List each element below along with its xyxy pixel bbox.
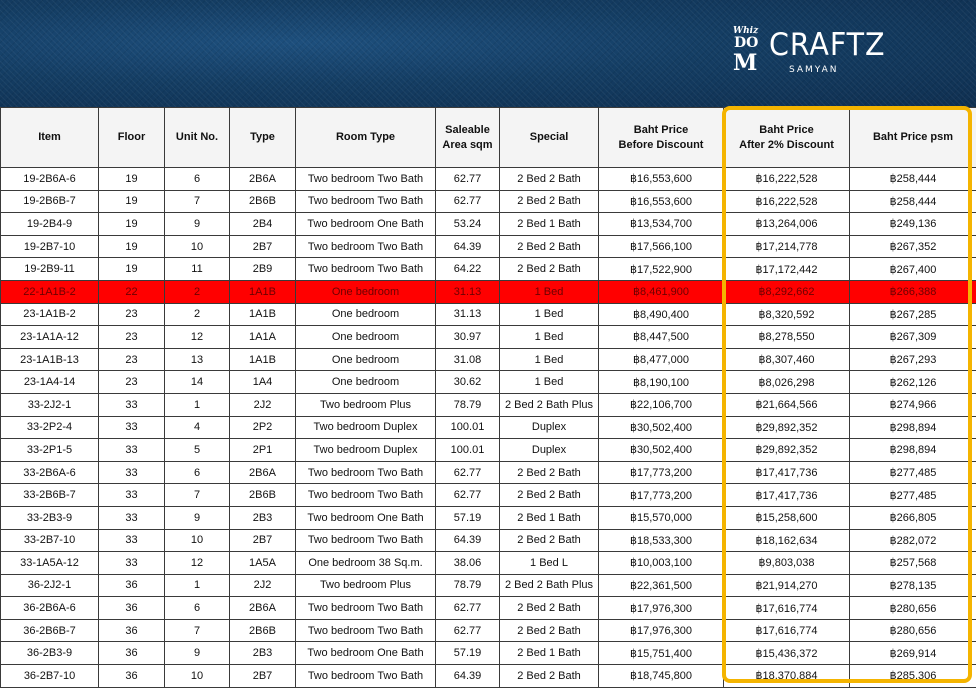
table-cell: ฿269,914 [850, 642, 976, 665]
table-cell: 36 [99, 665, 165, 688]
table-cell: ฿10,003,100 [599, 552, 724, 575]
table-cell: 31.13 [436, 280, 500, 303]
table-cell: 19 [99, 213, 165, 236]
table-cell: One bedroom [296, 371, 436, 394]
table-cell: ฿285,306 [850, 665, 976, 688]
table-cell: 62.77 [436, 597, 500, 620]
table-row [1, 552, 976, 575]
logo-dom-text: DO [734, 36, 758, 50]
column-header: Baht Price psm [850, 108, 976, 168]
table-cell: ฿8,461,900 [599, 280, 724, 303]
table-cell: ฿15,751,400 [599, 642, 724, 665]
table-cell: 12 [165, 326, 230, 349]
table-cell: 23-1A1B-2 [1, 303, 99, 326]
logo-m-text: M [733, 52, 757, 74]
table-cell: 11 [165, 258, 230, 281]
table-cell: Duplex [500, 439, 599, 462]
table-cell: 2 Bed 2 Bath [500, 665, 599, 688]
table-row [1, 371, 976, 394]
table-cell: 2 Bed 2 Bath [500, 190, 599, 213]
table-cell: ฿267,352 [850, 235, 976, 258]
table-cell: ฿17,566,100 [599, 235, 724, 258]
table-cell: 22-1A1B-2 [1, 280, 99, 303]
table-cell: ฿258,444 [850, 168, 976, 191]
table-cell: 23 [99, 326, 165, 349]
table-row [1, 416, 976, 439]
table-cell: 1 Bed [500, 303, 599, 326]
table-cell: 33 [99, 416, 165, 439]
table-cell: ฿258,444 [850, 190, 976, 213]
table-cell: 2J2 [230, 393, 296, 416]
table-cell: ฿278,135 [850, 574, 976, 597]
table-cell: 2 Bed 1 Bath [500, 213, 599, 236]
table-cell: 2 Bed 2 Bath [500, 529, 599, 552]
column-header: Baht Price Before Discount [599, 108, 724, 168]
table-cell: 33-2J2-1 [1, 393, 99, 416]
table-cell: 1A5A [230, 552, 296, 575]
table-cell: Two bedroom Two Bath [296, 235, 436, 258]
table-cell: ฿15,258,600 [724, 506, 850, 529]
table-cell: 19 [99, 190, 165, 213]
header-banner [0, 0, 976, 107]
table-cell: 33 [99, 439, 165, 462]
table-cell: 23-1A1A-12 [1, 326, 99, 349]
table-cell: 19 [99, 235, 165, 258]
table-cell: 23-1A4-14 [1, 371, 99, 394]
table-row [1, 665, 976, 688]
table-cell: Two bedroom One Bath [296, 506, 436, 529]
table-row [1, 303, 976, 326]
table-cell: 100.01 [436, 416, 500, 439]
table-cell: ฿17,773,200 [599, 484, 724, 507]
table-cell: 12 [165, 552, 230, 575]
table-cell: ฿18,370,884 [724, 665, 850, 688]
table-cell: Two bedroom Two Bath [296, 461, 436, 484]
table-cell: Two bedroom Two Bath [296, 665, 436, 688]
table-cell: 1 Bed [500, 326, 599, 349]
table-cell: ฿17,976,300 [599, 619, 724, 642]
table-cell: 2 Bed 2 Bath [500, 461, 599, 484]
table-cell: 2B6B [230, 190, 296, 213]
table-cell: ฿18,162,634 [724, 529, 850, 552]
table-cell: 64.39 [436, 235, 500, 258]
table-cell: 1A1B [230, 303, 296, 326]
table-cell: ฿249,136 [850, 213, 976, 236]
table-cell: Duplex [500, 416, 599, 439]
table-cell: 14 [165, 371, 230, 394]
table-cell: One bedroom [296, 326, 436, 349]
table-cell: ฿280,656 [850, 619, 976, 642]
table-cell: One bedroom 38 Sq.m. [296, 552, 436, 575]
table-cell: 36 [99, 642, 165, 665]
table-cell: 5 [165, 439, 230, 462]
table-cell: ฿18,745,800 [599, 665, 724, 688]
table-cell: ฿16,222,528 [724, 190, 850, 213]
table-cell: 1 Bed [500, 371, 599, 394]
table-cell: ฿29,892,352 [724, 439, 850, 462]
table-cell: 2J2 [230, 574, 296, 597]
table-header [1, 108, 976, 168]
table-cell: 6 [165, 461, 230, 484]
table-row [1, 213, 976, 236]
column-header: Special [500, 108, 599, 168]
table-cell: ฿17,172,442 [724, 258, 850, 281]
table-cell: 2B6A [230, 168, 296, 191]
table-cell: 1 [165, 574, 230, 597]
table-cell: ฿17,417,736 [724, 461, 850, 484]
table-cell: Two bedroom Plus [296, 393, 436, 416]
table-cell: 53.24 [436, 213, 500, 236]
table-row [1, 574, 976, 597]
table-cell: One bedroom [296, 280, 436, 303]
table-cell: 36 [99, 597, 165, 620]
table-row [1, 484, 976, 507]
table-cell: 62.77 [436, 190, 500, 213]
table-cell: ฿298,894 [850, 439, 976, 462]
table-cell: ฿267,293 [850, 348, 976, 371]
table-cell: Two bedroom Two Bath [296, 168, 436, 191]
table-cell: 36-2B7-10 [1, 665, 99, 688]
table-cell: 2 Bed 2 Bath Plus [500, 393, 599, 416]
table-cell: 1 [165, 393, 230, 416]
table-cell: 19 [99, 258, 165, 281]
table-cell: 62.77 [436, 461, 500, 484]
table-cell: ฿30,502,400 [599, 416, 724, 439]
table-cell: 64.39 [436, 665, 500, 688]
table-cell: 13 [165, 348, 230, 371]
table-cell: 2P1 [230, 439, 296, 462]
table-cell: 2B6A [230, 461, 296, 484]
table-cell: Two bedroom Two Bath [296, 258, 436, 281]
table-cell: Two bedroom Two Bath [296, 619, 436, 642]
table-cell: 2B9 [230, 258, 296, 281]
table-cell: 33-2B7-10 [1, 529, 99, 552]
table-cell: ฿298,894 [850, 416, 976, 439]
table-cell: 2B7 [230, 665, 296, 688]
table-cell: 2P2 [230, 416, 296, 439]
price-table [0, 107, 976, 688]
table-cell: ฿22,106,700 [599, 393, 724, 416]
table-row [1, 168, 976, 191]
table-cell: 57.19 [436, 506, 500, 529]
table-cell: ฿277,485 [850, 461, 976, 484]
table-cell: ฿267,400 [850, 258, 976, 281]
table-cell: ฿21,664,566 [724, 393, 850, 416]
table-cell: 1 Bed [500, 348, 599, 371]
table-row [1, 280, 976, 303]
table-cell: 33-2B3-9 [1, 506, 99, 529]
table-cell: 9 [165, 213, 230, 236]
table-cell: ฿17,522,900 [599, 258, 724, 281]
table-cell: ฿21,914,270 [724, 574, 850, 597]
logo-whiz-text: Whiz [733, 26, 758, 36]
table-cell: ฿8,447,500 [599, 326, 724, 349]
table-cell: 62.77 [436, 484, 500, 507]
table-cell: 1 Bed [500, 280, 599, 303]
table-cell: 33 [99, 484, 165, 507]
table-cell: 31.08 [436, 348, 500, 371]
table-cell: ฿15,570,000 [599, 506, 724, 529]
table-cell: 6 [165, 597, 230, 620]
column-header: Floor [99, 108, 165, 168]
table-cell: 22 [99, 280, 165, 303]
table-cell: 1A1A [230, 326, 296, 349]
table-cell: 33 [99, 552, 165, 575]
table-cell: 19-2B7-10 [1, 235, 99, 258]
table-cell: 62.77 [436, 619, 500, 642]
table-cell: 9 [165, 506, 230, 529]
table-cell: 2 Bed 2 Bath [500, 235, 599, 258]
table-cell: ฿267,285 [850, 303, 976, 326]
table-cell: 2B6A [230, 597, 296, 620]
table-row [1, 619, 976, 642]
table-cell: Two bedroom Duplex [296, 416, 436, 439]
table-cell: ฿8,190,100 [599, 371, 724, 394]
table-cell: 1A1B [230, 348, 296, 371]
column-header: Item [1, 108, 99, 168]
table-cell: 10 [165, 665, 230, 688]
logo-craftz-text: CRAFTZ [769, 28, 885, 62]
table-cell: 2B7 [230, 529, 296, 552]
table-cell: 78.79 [436, 574, 500, 597]
table-cell: 4 [165, 416, 230, 439]
table-row [1, 393, 976, 416]
table-cell: ฿266,805 [850, 506, 976, 529]
table-cell: ฿29,892,352 [724, 416, 850, 439]
table-cell: 100.01 [436, 439, 500, 462]
table-cell: ฿280,656 [850, 597, 976, 620]
table-cell: 2 Bed 1 Bath [500, 642, 599, 665]
table-cell: ฿18,533,300 [599, 529, 724, 552]
table-cell: ฿16,222,528 [724, 168, 850, 191]
table-cell: ฿16,553,600 [599, 190, 724, 213]
table-cell: Two bedroom Two Bath [296, 529, 436, 552]
table-row [1, 258, 976, 281]
table-cell: 62.77 [436, 168, 500, 191]
table-cell: 19-2B6B-7 [1, 190, 99, 213]
column-header: Baht Price After 2% Discount [724, 108, 850, 168]
table-cell: 23 [99, 348, 165, 371]
column-header: Type [230, 108, 296, 168]
table-cell: ฿15,436,372 [724, 642, 850, 665]
table-cell: 30.97 [436, 326, 500, 349]
table-cell: ฿17,773,200 [599, 461, 724, 484]
table-cell: 33 [99, 506, 165, 529]
table-cell: 9 [165, 642, 230, 665]
table-cell: ฿274,966 [850, 393, 976, 416]
table-row [1, 190, 976, 213]
column-header: Unit No. [165, 108, 230, 168]
table-cell: One bedroom [296, 303, 436, 326]
table-cell: One bedroom [296, 348, 436, 371]
table-row [1, 642, 976, 665]
table-cell: 64.39 [436, 529, 500, 552]
whizdom-logo-mark [731, 24, 763, 80]
table-cell: 10 [165, 235, 230, 258]
table-cell: Two bedroom Two Bath [296, 484, 436, 507]
table-cell: 2 [165, 280, 230, 303]
table-body [1, 168, 976, 688]
table-cell: 38.06 [436, 552, 500, 575]
column-header: Room Type [296, 108, 436, 168]
table-cell: Two bedroom Plus [296, 574, 436, 597]
table-cell: 36-2B6A-6 [1, 597, 99, 620]
table-cell: 36-2B6B-7 [1, 619, 99, 642]
table-cell: ฿17,214,778 [724, 235, 850, 258]
table-cell: 2 Bed 2 Bath [500, 484, 599, 507]
table-cell: ฿17,616,774 [724, 619, 850, 642]
table-cell: 33-2P2-4 [1, 416, 99, 439]
table-cell: 19-2B4-9 [1, 213, 99, 236]
table-cell: 19-2B9-11 [1, 258, 99, 281]
table-cell: 31.13 [436, 303, 500, 326]
table-cell: Two bedroom One Bath [296, 642, 436, 665]
table-cell: ฿277,485 [850, 484, 976, 507]
table-cell: 2 Bed 2 Bath [500, 168, 599, 191]
column-header: Saleable Area sqm [436, 108, 500, 168]
table-cell: 2B3 [230, 506, 296, 529]
table-cell: Two bedroom Two Bath [296, 597, 436, 620]
table-cell: 2B7 [230, 235, 296, 258]
table-cell: 64.22 [436, 258, 500, 281]
table-cell: ฿8,320,592 [724, 303, 850, 326]
table-row [1, 326, 976, 349]
table-row [1, 529, 976, 552]
table-cell: ฿8,307,460 [724, 348, 850, 371]
table-cell: 23-1A1B-13 [1, 348, 99, 371]
table-cell: 2 Bed 1 Bath [500, 506, 599, 529]
table-cell: 33-2B6B-7 [1, 484, 99, 507]
table-cell: 33 [99, 461, 165, 484]
table-cell: ฿13,534,700 [599, 213, 724, 236]
table-cell: ฿8,477,000 [599, 348, 724, 371]
table-cell: 19-2B6A-6 [1, 168, 99, 191]
table-cell: 2 Bed 2 Bath [500, 619, 599, 642]
table-cell: ฿17,417,736 [724, 484, 850, 507]
table-cell: 33-1A5A-12 [1, 552, 99, 575]
table-cell: ฿262,126 [850, 371, 976, 394]
table-cell: 33-2B6A-6 [1, 461, 99, 484]
table-cell: 33 [99, 393, 165, 416]
table-cell: 23 [99, 303, 165, 326]
table-cell: 2B3 [230, 642, 296, 665]
table-cell: ฿9,803,038 [724, 552, 850, 575]
table-cell: 36-2B3-9 [1, 642, 99, 665]
table-cell: ฿17,616,774 [724, 597, 850, 620]
table-cell: 2 [165, 303, 230, 326]
table-cell: ฿13,264,006 [724, 213, 850, 236]
table-cell: ฿257,568 [850, 552, 976, 575]
table-cell: 7 [165, 619, 230, 642]
table-cell: 36-2J2-1 [1, 574, 99, 597]
table-row [1, 439, 976, 462]
table-cell: 2B4 [230, 213, 296, 236]
table-cell: 19 [99, 168, 165, 191]
table-cell: ฿282,072 [850, 529, 976, 552]
table-cell: ฿17,976,300 [599, 597, 724, 620]
table-cell: 7 [165, 484, 230, 507]
table-cell: 2 Bed 2 Bath [500, 258, 599, 281]
table-cell: Two bedroom Two Bath [296, 190, 436, 213]
table-cell: 36 [99, 574, 165, 597]
table-cell: 2B6B [230, 484, 296, 507]
table-row [1, 597, 976, 620]
table-cell: 1A4 [230, 371, 296, 394]
table-cell: 2 Bed 2 Bath Plus [500, 574, 599, 597]
table-cell: 2B6B [230, 619, 296, 642]
table-cell: 6 [165, 168, 230, 191]
table-cell: ฿8,490,400 [599, 303, 724, 326]
table-cell: 33 [99, 529, 165, 552]
table-cell: Two bedroom One Bath [296, 213, 436, 236]
table-cell: ฿267,309 [850, 326, 976, 349]
table-cell: 2 Bed 2 Bath [500, 597, 599, 620]
table-cell: 36 [99, 619, 165, 642]
table-cell: 23 [99, 371, 165, 394]
table-cell: 7 [165, 190, 230, 213]
table-cell: ฿8,278,550 [724, 326, 850, 349]
table-cell: 30.62 [436, 371, 500, 394]
table-cell: ฿8,026,298 [724, 371, 850, 394]
table-row [1, 235, 976, 258]
table-cell: 78.79 [436, 393, 500, 416]
table-cell: 10 [165, 529, 230, 552]
brand-logo [731, 24, 866, 84]
table-cell: ฿266,388 [850, 280, 976, 303]
table-cell: Two bedroom Duplex [296, 439, 436, 462]
table-cell: 57.19 [436, 642, 500, 665]
table-row [1, 461, 976, 484]
table-cell: ฿30,502,400 [599, 439, 724, 462]
table-cell: ฿16,553,600 [599, 168, 724, 191]
table-cell: 33-2P1-5 [1, 439, 99, 462]
logo-samyan-text: SAMYAN [789, 65, 839, 75]
table-cell: ฿22,361,500 [599, 574, 724, 597]
table-cell: 1A1B [230, 280, 296, 303]
table-cell: ฿8,292,662 [724, 280, 850, 303]
table-row [1, 506, 976, 529]
header-row [1, 108, 976, 168]
table-row [1, 348, 976, 371]
table-cell: 1 Bed L [500, 552, 599, 575]
